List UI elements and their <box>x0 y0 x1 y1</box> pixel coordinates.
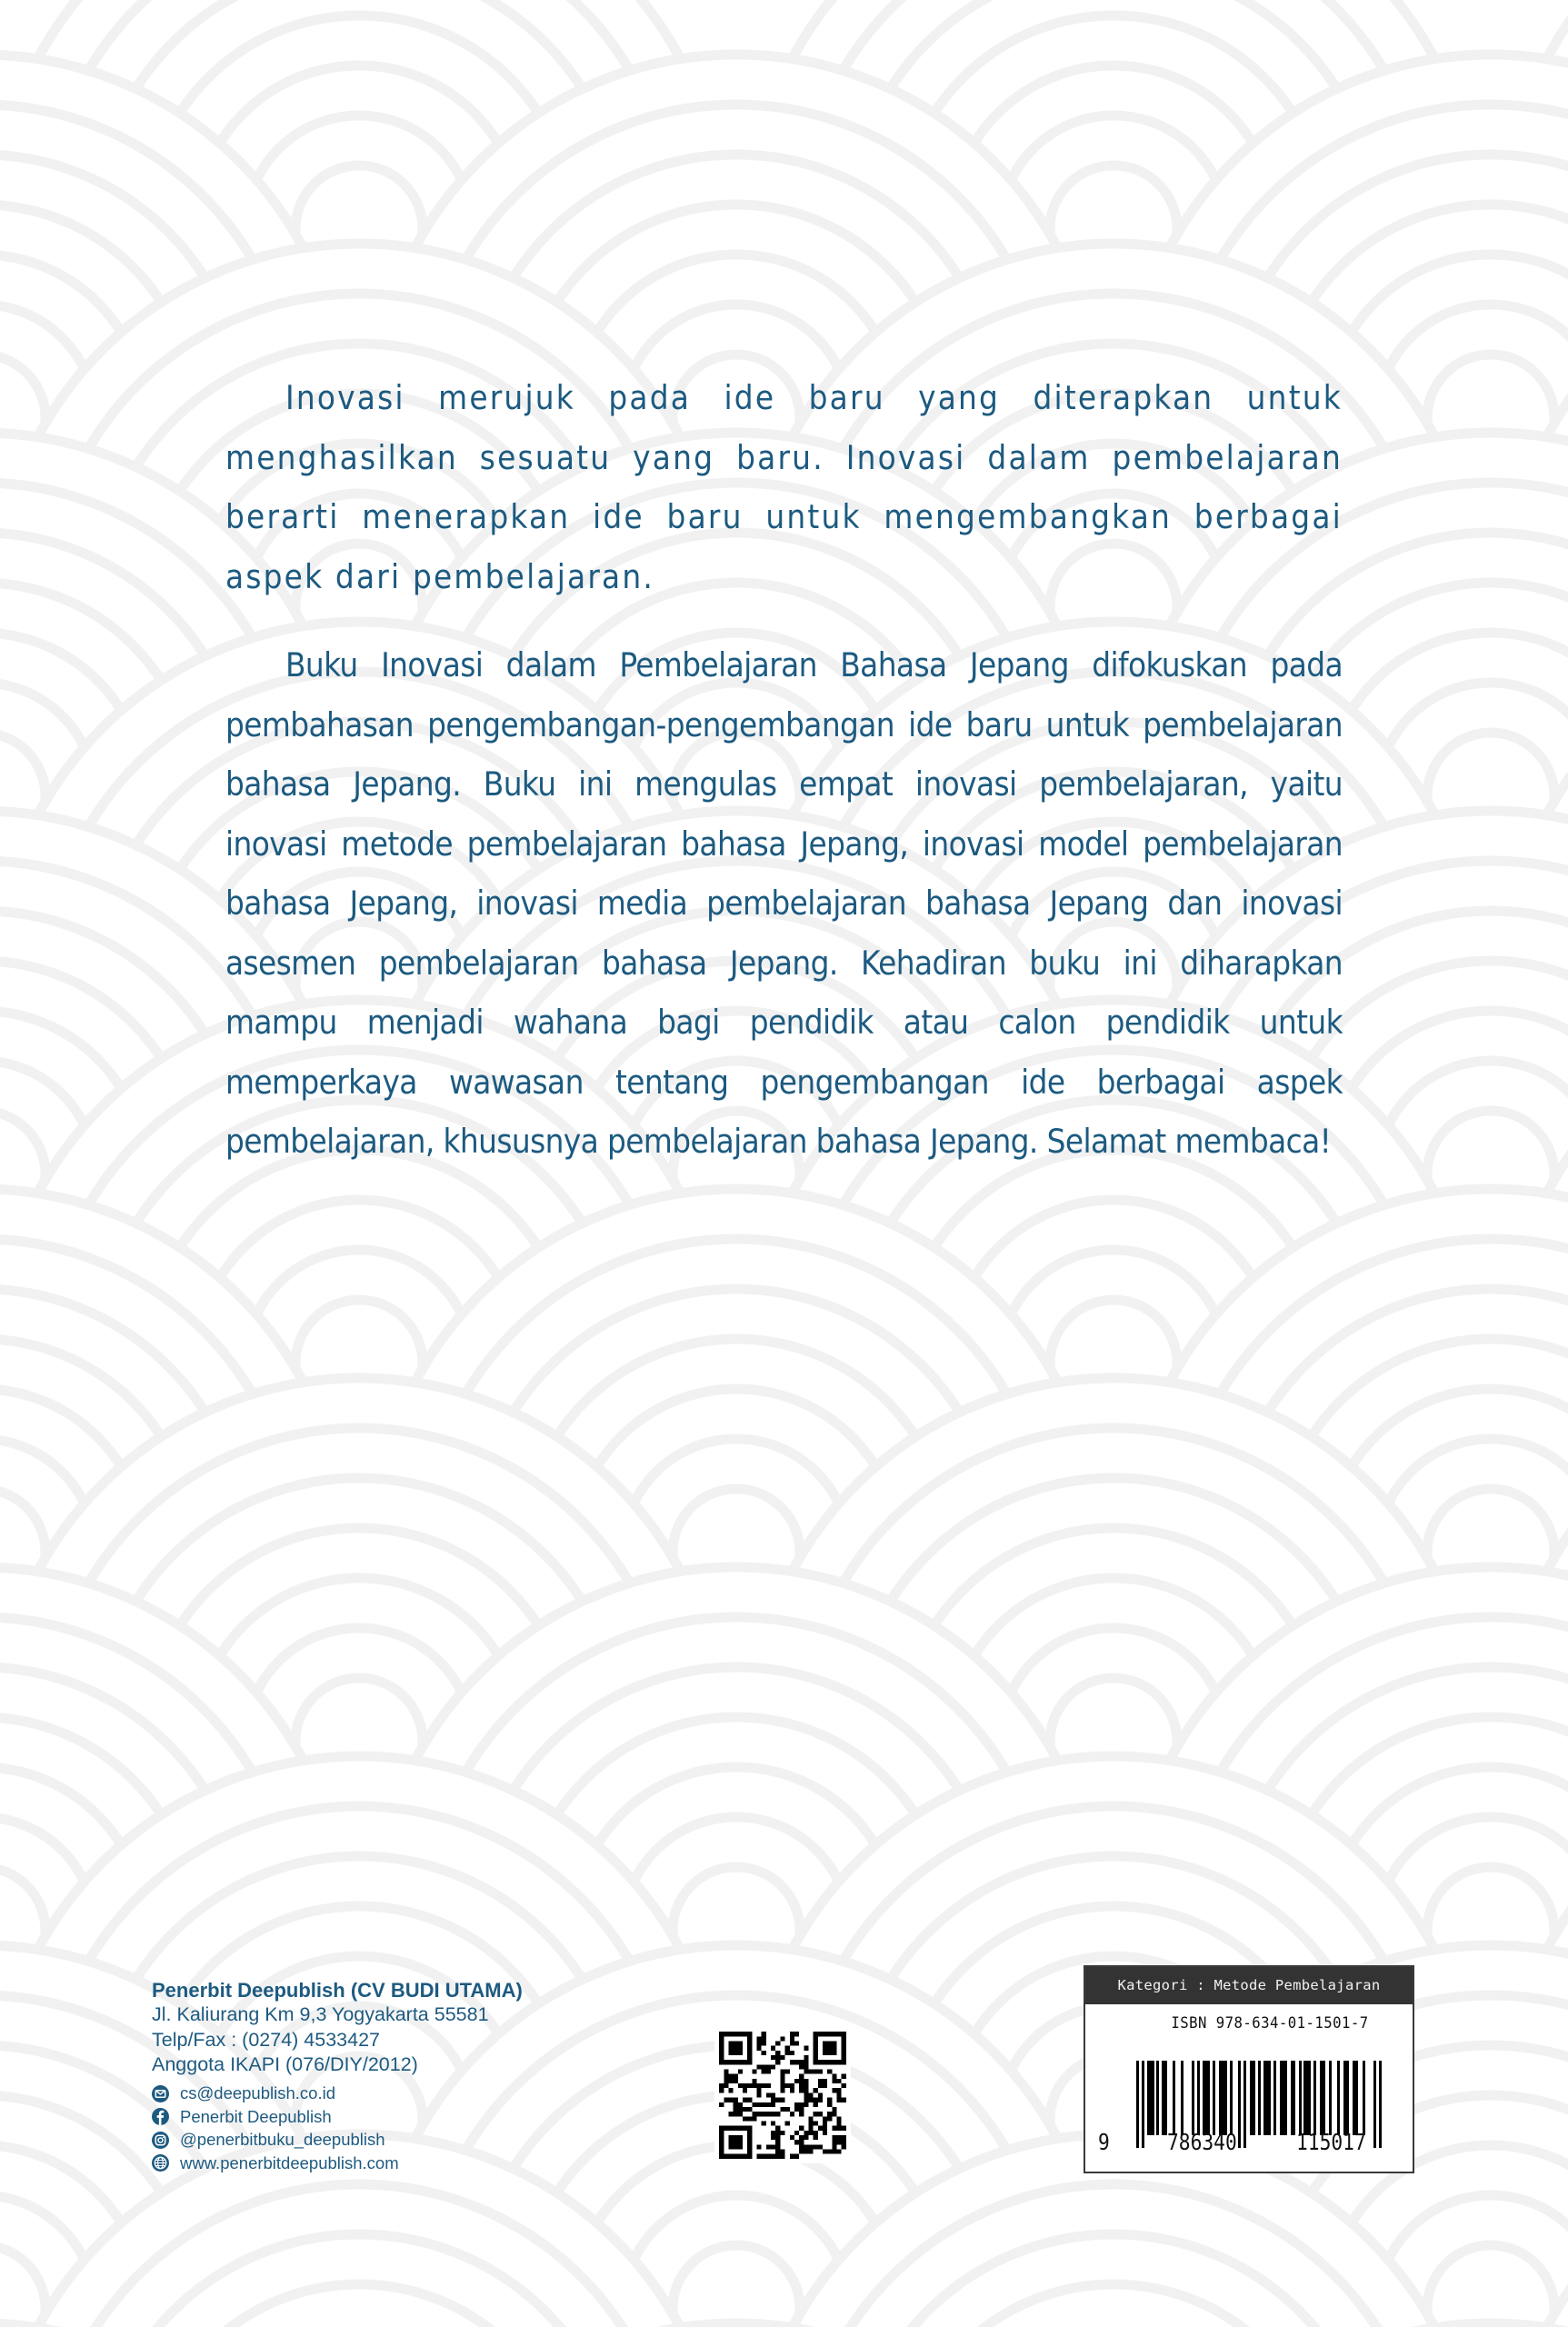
publisher-phone: Telp/Fax : (0274) 4533427 <box>152 2028 380 2051</box>
globe-icon <box>152 2154 169 2172</box>
isbn-category-label: Kategori : Metode Pembelajaran <box>1085 1967 1413 2004</box>
email-icon <box>152 2085 169 2102</box>
isbn-number: ISBN 978-634-01-1501-7 <box>1171 2014 1369 2032</box>
contact-email-text: cs@deepublish.co.id <box>180 2083 335 2103</box>
barcode-lead-digit: 9 <box>1098 2129 1110 2155</box>
barcode-left-digits: 786340 <box>1167 2129 1237 2155</box>
contact-website[interactable] <box>152 2152 523 2175</box>
publisher-address: Jl. Kaliurang Km 9,3 Yogyakarta 55581 <box>152 2003 489 2025</box>
blurb-paragraph-1: Inovasi merujuk pada ide baru yang diterapkan untuk menghasilkan sesuatu yang baru. Inovasi dalam pembelajaran berarti menerapkan ide baru untuk mengembangkan berbagai aspek dari pembelajaran. <box>225 378 1343 596</box>
contact-facebook-text: Penerbit Deepublish <box>180 2106 332 2126</box>
publisher-name: Penerbit Deepublish (CV BUDI UTAMA) <box>152 1979 523 2002</box>
isbn-barcode-box <box>1084 1965 1414 2173</box>
contact-website-text: www.penerbitdeepublish.com <box>180 2152 399 2172</box>
contact-instagram[interactable] <box>152 2129 523 2152</box>
publisher-contacts <box>152 2082 523 2175</box>
barcode-right-digits: 115017 <box>1296 2129 1366 2155</box>
contact-instagram-text: @penerbitbuku_deepublish <box>180 2130 385 2150</box>
back-cover-blurb <box>225 368 1343 1172</box>
contact-facebook[interactable] <box>152 2105 523 2129</box>
blurb-paragraph-2: Buku Inovasi dalam Pembelajaran Bahasa Jepang difokuskan pada pembahasan pengembangan-pengembangan ide baru untuk pembelajaran bahasa Jepang. Buku ini mengulas empat inovasi pembelajaran, yaitu inovasi metode pembelajaran bahasa Jepang, inovasi model pembelajaran bahasa Jepang, inovasi media pembelajaran bahasa Jepang dan inovasi asesmen pembelajaran bahasa Jepang. Kehadiran buku ini diharapkan mampu menjadi wahana bagi pendidik atau calon pendidik untuk memperkaya wawasan tentang pengembangan ide berbagai aspek pembelajaran, khususnya pembelajaran bahasa Jepang. Selamat membaca! <box>225 645 1343 1161</box>
facebook-icon <box>152 2108 169 2125</box>
publisher-membership: Anggota IKAPI (076/DIY/2012) <box>152 2053 418 2075</box>
qr-code-icon[interactable] <box>714 2027 851 2163</box>
contact-email[interactable] <box>152 2082 523 2106</box>
instagram-icon <box>152 2132 169 2149</box>
publisher-info <box>152 1978 523 2175</box>
